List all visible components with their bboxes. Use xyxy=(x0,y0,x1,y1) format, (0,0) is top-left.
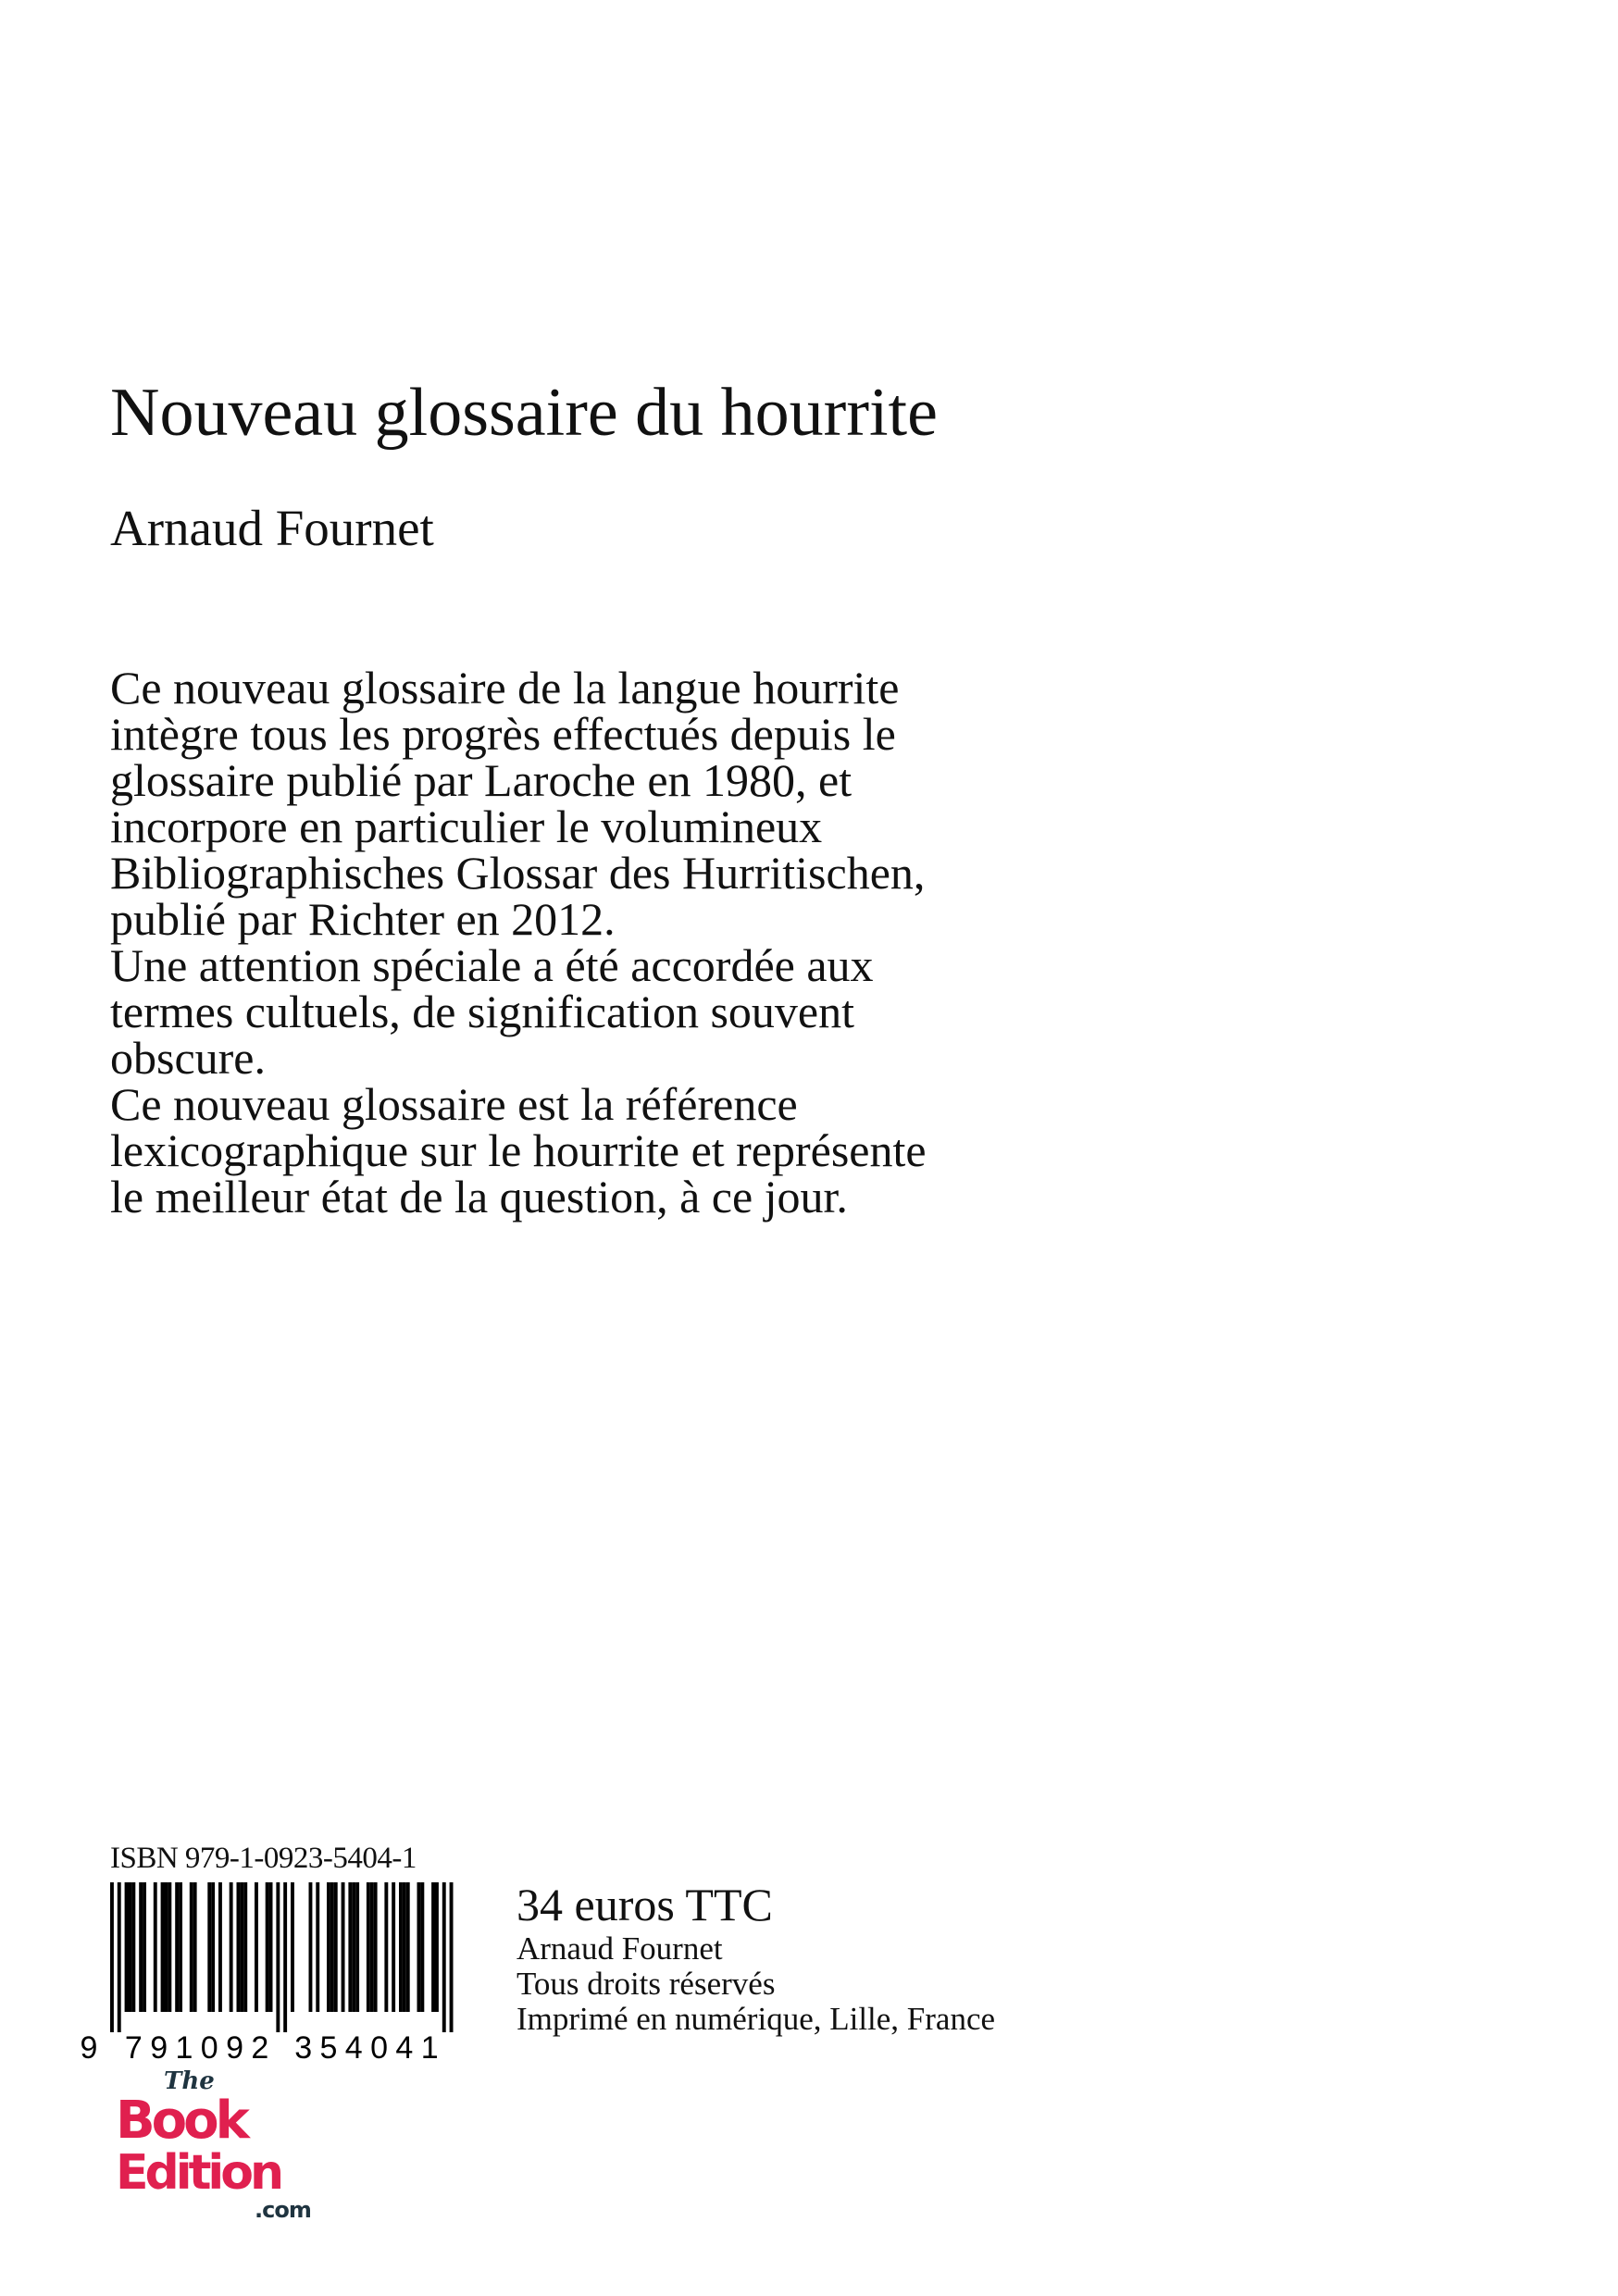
barcode-bar xyxy=(125,1882,129,2012)
logo-the: The xyxy=(164,2067,215,2095)
barcode-digit: 1 xyxy=(175,2030,193,2066)
barcode-digit: 0 xyxy=(370,2030,389,2066)
barcode-bar xyxy=(392,1882,395,2012)
blurb-line: lexicographique sur le hourrite et représente xyxy=(110,1124,927,1176)
barcode-bar xyxy=(190,1882,193,2012)
barcode-bar xyxy=(348,1882,352,2012)
logo-com: .com xyxy=(255,2197,311,2223)
barcode-bar xyxy=(355,1882,359,2012)
barcode-bar xyxy=(327,1882,330,2012)
barcode-bar xyxy=(450,1882,454,2032)
barcode-bar xyxy=(352,1882,355,2012)
blurb-line: Ce nouveau glossaire de la langue hourrite xyxy=(110,662,900,714)
barcode-bar xyxy=(193,1882,197,2012)
barcode-digit: 3 xyxy=(294,2030,313,2066)
book-title: Nouveau glossaire du hourrite xyxy=(110,375,938,451)
barcode-bar xyxy=(118,1882,121,2032)
blurb-line: Ce nouveau glossaire est la référence xyxy=(110,1078,798,1130)
blurb-line: publié par Richter en 2012. xyxy=(110,893,616,945)
barcode-bar xyxy=(417,1882,421,2012)
blurb-line: le meilleur état de la question, à ce jour. xyxy=(110,1171,848,1222)
book-blurb xyxy=(110,664,927,1220)
barcode-bar xyxy=(330,1882,334,2012)
blurb-line: incorpore en particulier le volumineux xyxy=(110,800,823,852)
barcode-bar xyxy=(168,1882,171,2012)
barcode-bar xyxy=(237,1882,241,2012)
barcode-bar xyxy=(309,1882,313,2012)
barcode-bar xyxy=(175,1882,179,2012)
blurb-line: Une attention spéciale a été accordée aux xyxy=(110,939,874,991)
blurb-line: Bibliographisches Glossar des Hurritischen, xyxy=(110,847,926,899)
barcode-bar xyxy=(266,1882,269,2012)
barcode-digit: 4 xyxy=(344,2030,363,2066)
barcode-bar xyxy=(179,1882,182,2012)
barcode-bar xyxy=(110,1882,114,2032)
barcode-bar xyxy=(291,1882,294,2012)
blurb-line: intègre tous les progrès effectués depuis le xyxy=(110,708,896,760)
barcode-bar xyxy=(230,1882,233,2012)
isbn-label: ISBN 979-1-0923-5404-1 xyxy=(110,1842,417,1875)
barcode-bar xyxy=(211,1882,215,2012)
barcode-bar xyxy=(161,1882,165,2012)
barcode-bar xyxy=(165,1882,168,2012)
barcode-bar xyxy=(420,1882,424,2012)
publisher-author: Arnaud Fournet xyxy=(517,1930,723,1967)
barcode-bar xyxy=(276,1882,280,2032)
barcode-bar xyxy=(218,1882,222,2012)
barcode-bar xyxy=(316,1882,319,2012)
barcode-bar xyxy=(243,1882,247,2012)
blurb-line: termes cultuels, de signification souvent xyxy=(110,986,854,1037)
barcode-digit: 2 xyxy=(251,2030,269,2066)
barcode-bar xyxy=(139,1882,143,2012)
barcode-bar xyxy=(384,1882,388,2012)
barcode-bar xyxy=(367,1882,370,2012)
barcode-bar xyxy=(431,1882,435,2012)
barcode-bar xyxy=(435,1882,439,2012)
barcode-bar xyxy=(154,1882,157,2012)
barcode-bar xyxy=(442,1882,446,2032)
barcode xyxy=(76,1882,465,2067)
barcode-digit: 9 xyxy=(80,2030,98,2066)
barcode-bar xyxy=(334,1882,338,2012)
barcode-bar xyxy=(255,1882,258,2012)
barcode-digit: 1 xyxy=(420,2030,439,2066)
barcode-bar xyxy=(269,1882,273,2012)
price: 34 euros TTC xyxy=(517,1879,773,1930)
barcode-digit: 0 xyxy=(200,2030,218,2066)
barcode-bar xyxy=(406,1882,410,2012)
logo-book: Book xyxy=(116,2091,246,2151)
barcode-digit: 7 xyxy=(124,2030,143,2066)
barcode-bar xyxy=(370,1882,374,2012)
barcode-bar xyxy=(143,1882,146,2012)
barcode-bar xyxy=(399,1882,403,2012)
thebookedition-logo xyxy=(116,2068,338,2222)
blurb-line: obscure. xyxy=(110,1032,266,1084)
blurb-line: glossaire publié par Laroche en 1980, et xyxy=(110,754,853,806)
barcode-bar xyxy=(129,1882,132,2012)
barcode-digit: 5 xyxy=(319,2030,338,2066)
rights-notice: Tous droits réservés xyxy=(517,1966,776,2002)
barcode-digit: 9 xyxy=(150,2030,168,2066)
barcode-bar xyxy=(283,1882,287,2032)
barcode-bar xyxy=(342,1882,345,2012)
book-author: Arnaud Fournet xyxy=(110,500,434,556)
barcode-bar xyxy=(131,1882,135,2012)
barcode-bar xyxy=(240,1882,243,2012)
barcode-bar xyxy=(207,1882,211,2012)
barcode-digit: 4 xyxy=(395,2030,414,2066)
barcode-bar xyxy=(374,1882,378,2012)
logo-edition: Edition xyxy=(116,2145,280,2201)
barcode-digit: 9 xyxy=(226,2030,244,2066)
barcode-bar xyxy=(403,1882,406,2012)
print-location: Imprimé en numérique, Lille, France xyxy=(517,2001,996,2037)
